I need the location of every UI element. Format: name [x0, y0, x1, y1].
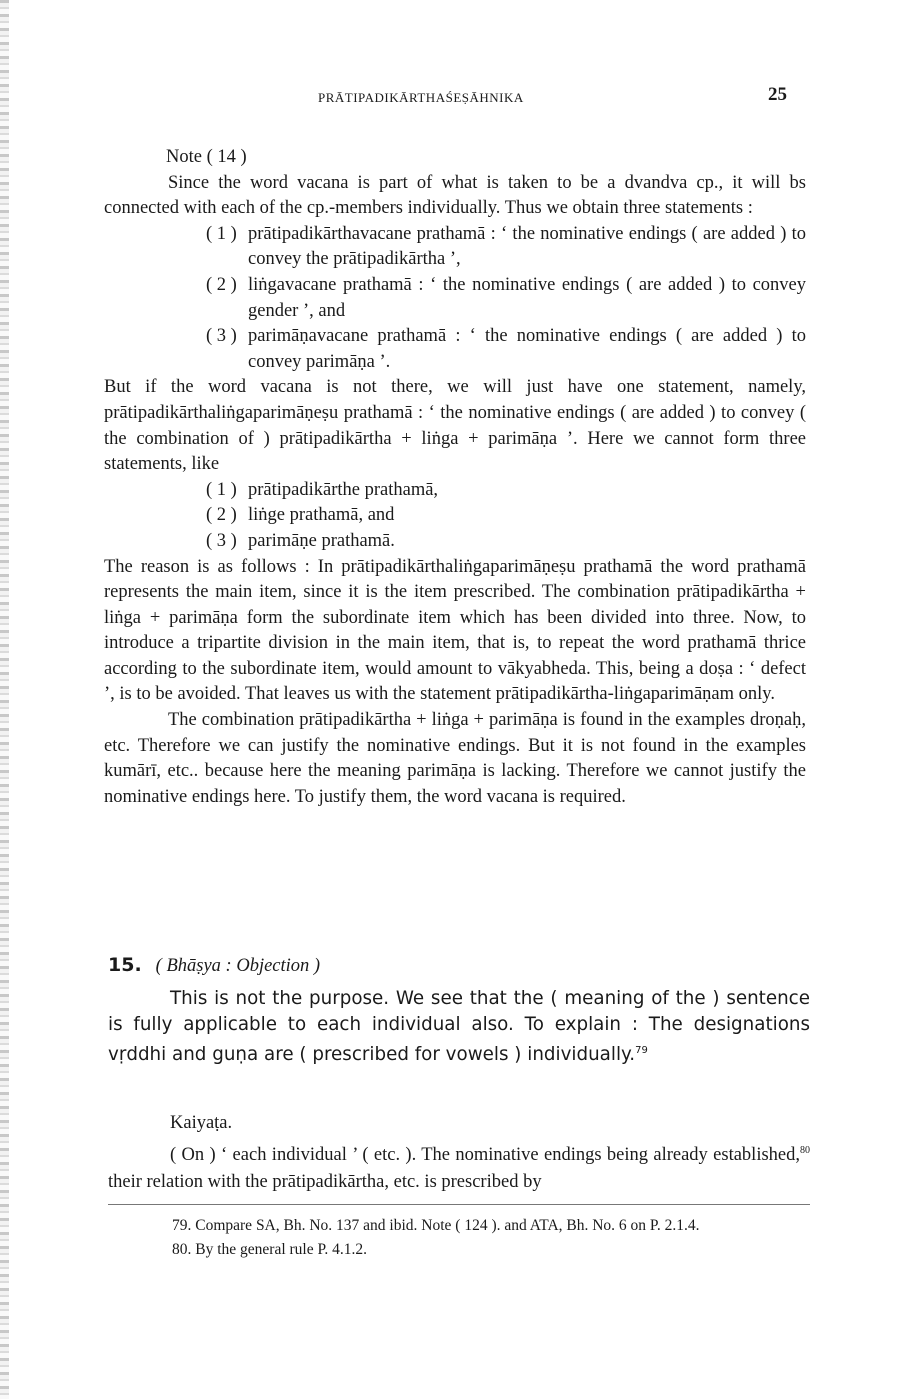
footnote-ref-80: 80 — [800, 1145, 810, 1156]
statement-num: ( 2 ) — [206, 274, 237, 295]
footnote-79 — [108, 1214, 810, 1238]
footnote-80 — [108, 1238, 810, 1262]
statement2-3 — [206, 529, 806, 555]
footnote-text: Compare SA, Bh. No. 137 and ibid. Note ( 124 ). and ATA, Bh. No. 6 on P. 2.1.4. — [195, 1217, 700, 1234]
scan-edge — [0, 0, 9, 1399]
statement-num: ( 1 ) — [206, 479, 237, 500]
statement-text: prātipadikārthavacane prathamā : ‘ the nominative endings ( are added ) to convey the prātipadikārtha ’, — [248, 223, 806, 270]
statement2-1 — [206, 478, 806, 504]
kaiyata-title: Kaiyaṭa. — [170, 1113, 233, 1133]
section-number: 15. — [108, 954, 142, 976]
statement-1 — [206, 222, 806, 273]
statement-text: parimāṇe prathamā. — [248, 530, 395, 551]
statement-text: prātipadikārthe prathamā, — [248, 479, 439, 500]
statement-num: ( 1 ) — [206, 223, 237, 244]
statement-3 — [206, 324, 806, 375]
kaiyata-section — [108, 1110, 810, 1196]
footnote-num: 80. — [172, 1241, 192, 1258]
note-intro: Since the word vacana is part of what is taken to be a dvandva cp., it will bs connected with each of the cp.-members individually. Thus we obtain three statements : — [104, 172, 806, 219]
footnote-text: By the general rule P. 4.1.2. — [195, 1241, 368, 1258]
footnote-num: 79. — [172, 1217, 192, 1234]
statement-text: liṅgavacane prathamā : ‘ the nominative endings ( are added ) to convey gender ’, and — [248, 274, 806, 321]
note-para-3: The reason is as follows : In prātipadikārthaliṅgaparimāṇeṣu prathamā the word prathamā represents the main item, since it is the item prescribed. The combination prātipadikārtha + liṅga + parimāṇa form the subordinate item which has been divided into three. Now, to introduce a tripartite division in the main item, that is, to repeat the word prathamā thrice according to the subordinate item, would amount to vākyabheda. This, being a doṣa : ‘ defect ’, is to be avoided. That leaves us with the statement prātipadikārtha-liṅgaparimāṇam only. — [104, 556, 806, 705]
section-label: ( Bhāṣya : Objection ) — [155, 956, 321, 976]
section-15-text — [108, 986, 810, 1068]
page-number: 25 — [768, 84, 787, 105]
statement-text: parimāṇavacane prathamā : ‘ the nominative endings ( are added ) to convey parimāṇa ’. — [248, 326, 806, 372]
note-14 — [104, 145, 806, 810]
section-15-heading — [108, 954, 320, 977]
statement-num: ( 3 ) — [206, 326, 237, 347]
footnotes — [108, 1214, 810, 1262]
statement-text: liṅge prathamā, and — [248, 505, 395, 526]
statement2-2 — [206, 503, 806, 529]
running-title: PRĀTIPADIKĀRTHAŚEṢĀHNIKA — [318, 90, 524, 105]
note-para-4: The combination prātipadikārtha + liṅga + parimāṇa is found in the examples droṇaḥ, etc. Therefore we can justify the nominative endings. But it is not found in the examples kumārī, etc.. because here the meaning parimāṇa is lacking. Therefore we cannot justify the nominative endings here. To justify them, the word vacana is required. — [104, 710, 806, 807]
statement-2 — [206, 273, 806, 324]
footnote-ref-79: 79 — [635, 1045, 648, 1056]
kaiyata-text-a: ( On ) ‘ each individual ’ ( etc. ). The nominative endings being already established, — [170, 1145, 800, 1166]
kaiyata-text — [108, 1137, 810, 1196]
note-para-2: But if the word vacana is not there, we will just have one statement, namely, prātipadikārthaliṅgaparimāṇeṣu prathamā : ‘ the nominative endings ( are added ) to convey ( the combination of ) prātipadikārtha + liṅga + parimāṇa ’. Here we cannot form three statements, like — [104, 377, 806, 475]
note-title: Note ( 14 ) — [166, 147, 247, 167]
statement-num: ( 2 ) — [206, 505, 237, 526]
kaiyata-text-b: their relation with the prātipadikārtha, etc. is prescribed by — [108, 1172, 542, 1193]
footnote-rule — [108, 1204, 810, 1205]
statement-num: ( 3 ) — [206, 530, 237, 551]
bhasya-text: This is not the purpose. We see that the ( meaning of the ) sentence is fully applicable to each individual also. To explain : The designations vṛddhi and guṇa are ( prescribed for vowels ) individually. — [108, 988, 810, 1066]
